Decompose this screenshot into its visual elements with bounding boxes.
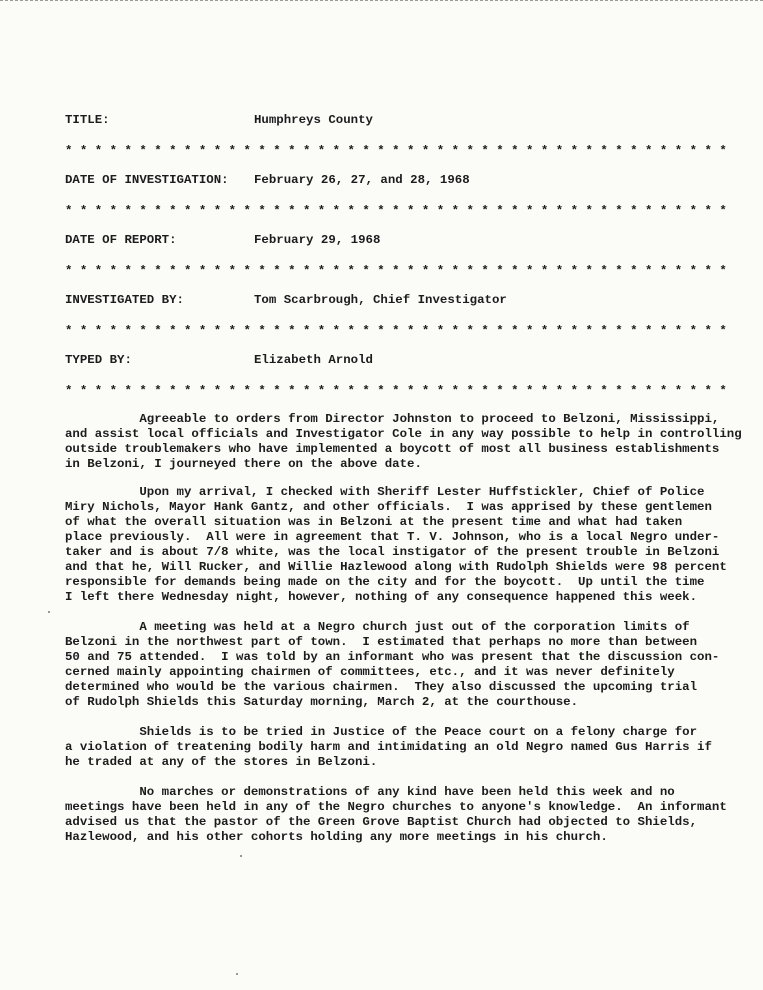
separator: * * * * * * * * * * * * * * * * * * * * * * * * * * * * * * * * * * * * * * * * * * * * *: [65, 324, 727, 338]
scan-speck: [236, 973, 238, 975]
text-line: cerned mainly appointing chairmen of committees, etc., and it was never definitely: [65, 665, 675, 679]
separator: * * * * * * * * * * * * * * * * * * * * * * * * * * * * * * * * * * * * * * * * * * * * *: [65, 384, 727, 398]
text-line: place previously. All were in agreement that T. V. Johnson, who is a local Negro under-: [65, 530, 720, 544]
field-value: February 29, 1968: [254, 233, 381, 247]
field-value: Humphreys County: [254, 113, 373, 127]
field-label: DATE OF REPORT:: [65, 233, 177, 247]
field-date-of-investigation: [65, 172, 470, 188]
text-line: of Rudolph Shields this Saturday morning, March 2, at the courthouse.: [65, 695, 579, 709]
text-line: I left there Wednesday night, however, nothing of any consequence happened this week.: [65, 590, 698, 604]
field-label: TITLE:: [65, 113, 110, 127]
field-label: DATE OF INVESTIGATION:: [65, 173, 229, 187]
field-investigated-by: [65, 292, 507, 308]
field-label: TYPED BY:: [65, 353, 132, 367]
field-title: [65, 112, 373, 128]
text-line: and that he, Will Rucker, and Willie Hazlewood along with Rudolph Shields were 98 percent: [65, 560, 727, 574]
text-line: 50 and 75 attended. I was told by an informant who was present that the discussion con-: [65, 650, 720, 664]
field-value: Elizabeth Arnold: [254, 353, 373, 367]
paragraph: [65, 412, 763, 472]
text-line: Shields is to be tried in Justice of the Peace court on a felony charge for: [65, 725, 698, 739]
separator: * * * * * * * * * * * * * * * * * * * * * * * * * * * * * * * * * * * * * * * * * * * * *: [65, 144, 727, 158]
paragraph: [65, 620, 763, 710]
text-line: responsible for demands being made on the city and for the boycott. Up until the time: [65, 575, 705, 589]
paragraph: [65, 485, 763, 605]
paragraph: [65, 725, 763, 770]
text-line: Hazlewood, and his other cohorts holding any more meetings in his church.: [65, 830, 608, 844]
text-line: Agreeable to orders from Director Johnston to proceed to Belzoni, Mississippi,: [65, 412, 720, 426]
text-line: and assist local officials and Investigator Cole in any way possible to help in controlling: [65, 427, 742, 441]
field-date-of-report: [65, 232, 380, 248]
text-line: of what the overall situation was in Belzoni at the present time and what had taken: [65, 515, 683, 529]
text-line: in Belzoni, I journeyed there on the above date.: [65, 457, 422, 471]
text-line: determined who would be the various chairmen. They also discussed the upcoming trial: [65, 680, 698, 694]
text-line: he traded at any of the stores in Belzoni.: [65, 755, 378, 769]
text-line: outside troublemakers who have implemented a boycott of most all business establishments: [65, 442, 720, 456]
text-line: a violation of treatening bodily harm and intimidating an old Negro named Gus Harris if: [65, 740, 712, 754]
text-line: advised us that the pastor of the Green Grove Baptist Church had objected to Shields,: [65, 815, 698, 829]
separator: * * * * * * * * * * * * * * * * * * * * * * * * * * * * * * * * * * * * * * * * * * * * *: [65, 264, 727, 278]
scan-edge: [0, 0, 763, 8]
scan-speck: [240, 855, 242, 857]
scan-speck: [48, 611, 50, 613]
separator: * * * * * * * * * * * * * * * * * * * * * * * * * * * * * * * * * * * * * * * * * * * * *: [65, 204, 727, 218]
field-value: Tom Scarbrough, Chief Investigator: [254, 293, 507, 307]
text-line: Upon my arrival, I checked with Sheriff Lester Huffstickler, Chief of Police: [65, 485, 705, 499]
text-line: meetings have been held in any of the Negro churches to anyone's knowledge. An informant: [65, 800, 727, 814]
text-line: A meeting was held at a Negro church just out of the corporation limits of: [65, 620, 690, 634]
field-value: February 26, 27, and 28, 1968: [254, 173, 470, 187]
field-typed-by: [65, 352, 373, 368]
field-label: INVESTIGATED BY:: [65, 293, 184, 307]
paragraph: [65, 785, 763, 845]
text-line: No marches or demonstrations of any kind have been held this week and no: [65, 785, 675, 799]
text-line: Belzoni in the northwest part of town. I estimated that perhaps no more than between: [65, 635, 698, 649]
text-line: Miry Nichols, Mayor Hank Gantz, and other officials. I was apprised by these gentlemen: [65, 500, 712, 514]
text-line: taker and is about 7/8 white, was the local instigator of the present trouble in Belzoni: [65, 545, 720, 559]
